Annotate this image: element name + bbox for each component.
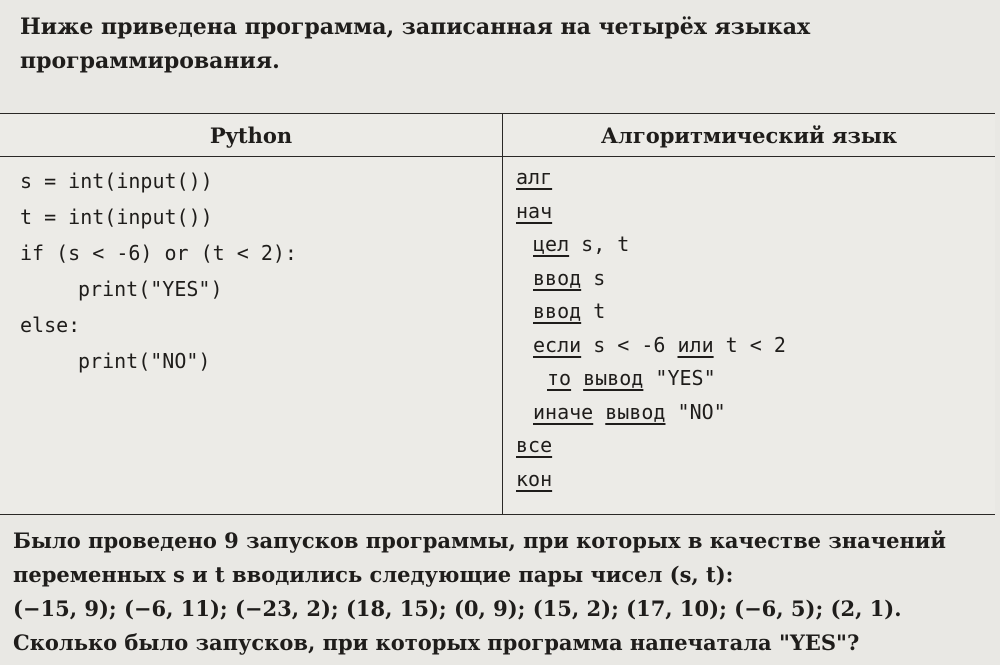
code-line: print("NO") [78, 349, 211, 373]
header-algorithmic: Алгоритмический язык [503, 114, 996, 157]
keyword: то [547, 366, 572, 390]
code-text: "NO" [665, 399, 726, 424]
keyword: иначе [533, 399, 594, 424]
code-line [503, 262, 995, 296]
algorithmic-code [503, 157, 996, 515]
keyword: или [677, 332, 714, 357]
keyword: ввод [533, 299, 582, 323]
keyword: цел [533, 232, 570, 256]
keyword: если [533, 332, 582, 357]
code-line [503, 362, 995, 396]
code-text: "YES" [643, 366, 716, 390]
problem-intro: Ниже приведена программа, записанная на четырёх языках программирования. [20, 14, 811, 74]
question-line: Было проведено 9 запусков программы, при которых в качестве значений [13, 528, 946, 553]
header-python: Python [0, 114, 503, 157]
keyword: ввод [533, 265, 582, 290]
question-line: переменных s и t вводились следующие пары чисел (s, t): [13, 562, 734, 587]
keyword: кон [516, 466, 553, 491]
code-text: t < 2 [713, 332, 786, 357]
code-line [503, 429, 995, 463]
code-line [503, 396, 995, 430]
code-line: s = int(input()) [20, 169, 213, 193]
question-pairs: (−15, 9); (−6, 11); (−23, 2); (18, 15); (0, 9); (15, 2); (17, 10); (−6, 5); (2, 1). [13, 596, 902, 621]
code-line: else: [20, 313, 81, 337]
code-table [0, 113, 995, 515]
question-line: Сколько было запусков, при которых программа напечатала "YES"? [13, 630, 860, 655]
code-text: t [581, 299, 606, 323]
code-line [503, 195, 995, 229]
code-text: s [581, 265, 606, 290]
python-code [0, 157, 503, 515]
question-text [13, 524, 998, 660]
keyword: все [516, 433, 553, 457]
code-line [503, 295, 995, 329]
code-line [503, 463, 995, 497]
keyword: нач [516, 198, 553, 223]
code-line: if (s < -6) or (t < 2): [20, 241, 297, 265]
keyword: вывод [583, 366, 644, 390]
code-line: t = int(input()) [20, 205, 213, 229]
code-text: s, t [569, 232, 630, 256]
keyword: алг [516, 165, 553, 189]
code-text: s < -6 [581, 332, 678, 357]
code-line: print("YES") [78, 277, 223, 301]
code-line [503, 228, 995, 262]
code-line [503, 161, 995, 195]
code-line [503, 329, 995, 363]
keyword: вывод [605, 399, 666, 424]
